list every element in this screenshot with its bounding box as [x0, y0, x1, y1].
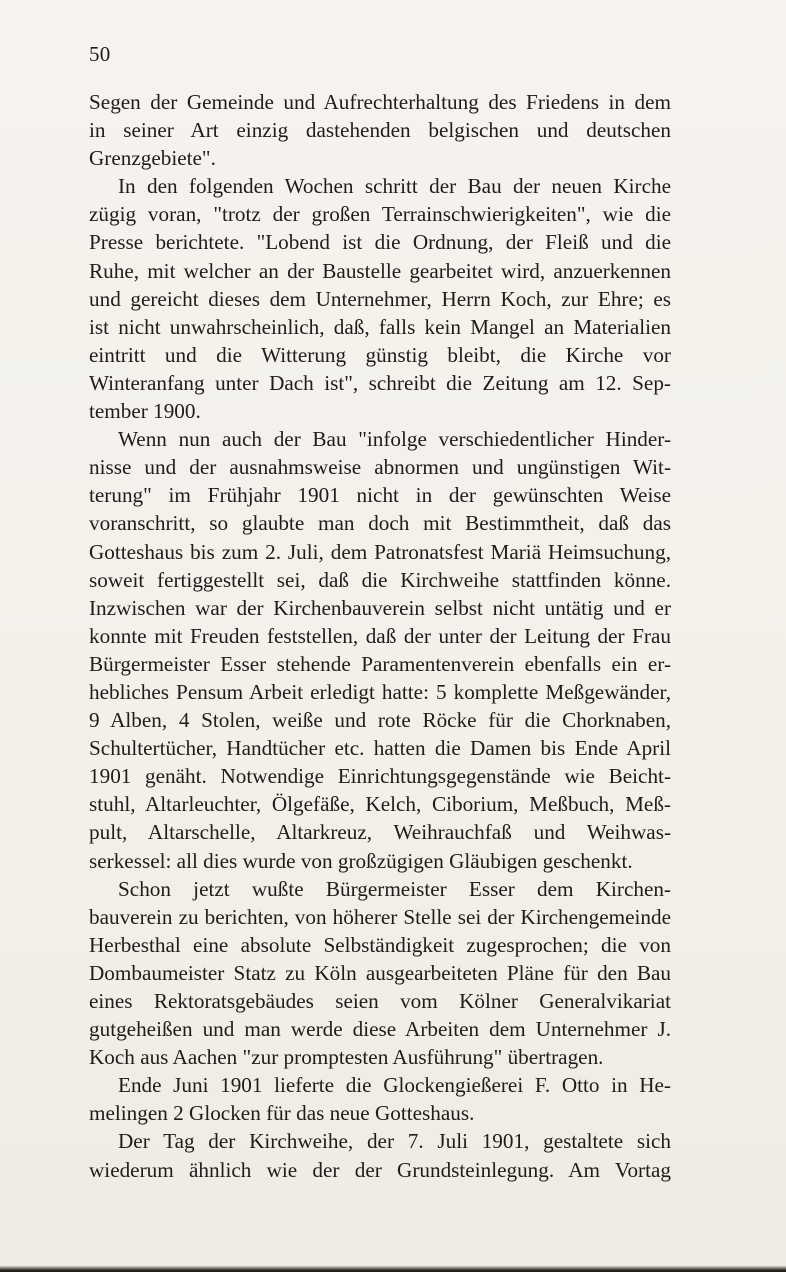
text-line: nisse und der ausnahmsweise abnormen und ungünstigen Wit-	[89, 455, 671, 480]
text-line: Winteranfang unter Dach ist", schreibt die Zeitung am 12. Sep-	[89, 370, 671, 395]
text-line: bauverein zu berichten, von höherer Stelle sei der Kirchengemeinde	[89, 904, 671, 929]
text-line: Ruhe, mit welcher an der Baustelle gearbeitet wird, anzuerkennen	[89, 258, 671, 283]
text-line: soweit fertiggestellt sei, daß die Kirchweihe stattfinden könne.	[89, 567, 671, 592]
text-line: Grenzgebiete".	[89, 146, 216, 171]
text-line: serkessel: all dies wurde von großzügigen Gläubigen geschenkt.	[89, 848, 633, 873]
text-line: Herbesthal eine absolute Selbständigkeit zugesprochen; die von	[89, 932, 671, 957]
paragraph-start-line: In den folgenden Wochen schritt der Bau der neuen Kirche	[118, 174, 671, 199]
text-line: und gereicht dieses dem Unternehmer, Herrn Koch, zur Ehre; es	[89, 286, 671, 311]
text-line: konnte mit Freuden feststellen, daß der unter der Leitung der Frau	[89, 623, 671, 648]
text-line: terung" im Frühjahr 1901 nicht in der gewünschten Weise	[89, 483, 671, 508]
text-line: Presse berichtete. "Lobend ist die Ordnung, der Fleiß und die	[89, 230, 671, 255]
page-number: 50	[89, 42, 111, 66]
page-bottom-edge	[0, 1266, 786, 1272]
text-line: Dombaumeister Statz zu Köln ausgearbeiteten Pläne für den Bau	[89, 960, 671, 985]
text-line: melingen 2 Glocken für das neue Gotteshaus.	[89, 1101, 475, 1126]
text-line: Schultertücher, Handtücher etc. hatten die Damen bis Ende April	[89, 736, 671, 761]
text-line: wiederum ähnlich wie der der Grundsteinlegung. Am Vortag	[89, 1157, 671, 1182]
text-line: gutgeheißen und man werde diese Arbeiten dem Unternehmer J.	[89, 1017, 671, 1042]
text-line: Inzwischen war der Kirchenbauverein selbst nicht untätig und er	[89, 595, 671, 620]
text-line: eines Rektoratsgebäudes seien vom Kölner Generalvikariat	[89, 989, 671, 1013]
text-line: 1901 genäht. Notwendige Einrichtungsgegenstände wie Beicht-	[89, 764, 671, 789]
text-line: stuhl, Altarleuchter, Ölgefäße, Kelch, Ciborium, Meßbuch, Meß-	[89, 792, 671, 817]
text-line: in seiner Art einzig dastehenden belgischen und deutschen	[89, 118, 671, 143]
paragraph-start-line: Ende Juni 1901 lieferte die Glockengießerei F. Otto in He-	[118, 1073, 671, 1098]
text-line: Koch aus Aachen "zur promptesten Ausführung" übertragen.	[89, 1045, 604, 1070]
text-line: eintritt und die Witterung günstig bleibt, die Kirche vor	[89, 342, 671, 367]
paragraph-start-line: Schon jetzt wußte Bürgermeister Esser dem Kirchen-	[118, 876, 671, 901]
text-line: hebliches Pensum Arbeit erledigt hatte: 5 komplette Meßgewänder,	[89, 679, 671, 704]
text-line: pult, Altarschelle, Altarkreuz, Weihrauchfaß und Weihwas-	[89, 820, 671, 845]
paragraph-start-line: Der Tag der Kirchweihe, der 7. Juli 1901, gestaltete sich	[118, 1129, 671, 1154]
paragraph-start-line: Wenn nun auch der Bau "infolge verschiedentlicher Hinder-	[118, 427, 671, 452]
text-line: 9 Alben, 4 Stolen, weiße und rote Röcke für die Chorknaben,	[89, 708, 671, 733]
text-line: voranschritt, so glaubte man doch mit Bestimmtheit, daß das	[89, 511, 671, 536]
text-line: tember 1900.	[89, 399, 201, 424]
text-line: Bürgermeister Esser stehende Paramentenverein ebenfalls ein er-	[89, 651, 671, 676]
text-line: Segen der Gemeinde und Aufrechterhaltung des Friedens in dem	[89, 90, 671, 114]
body-text	[89, 88, 671, 1184]
text-line: zügig voran, "trotz der großen Terrainschwierigkeiten", wie die	[89, 202, 671, 227]
text-line: ist nicht unwahrscheinlich, daß, falls kein Mangel an Materialien	[89, 314, 671, 339]
text-line: Gotteshaus bis zum 2. Juli, dem Patronatsfest Mariä Heimsuchung,	[89, 539, 671, 564]
